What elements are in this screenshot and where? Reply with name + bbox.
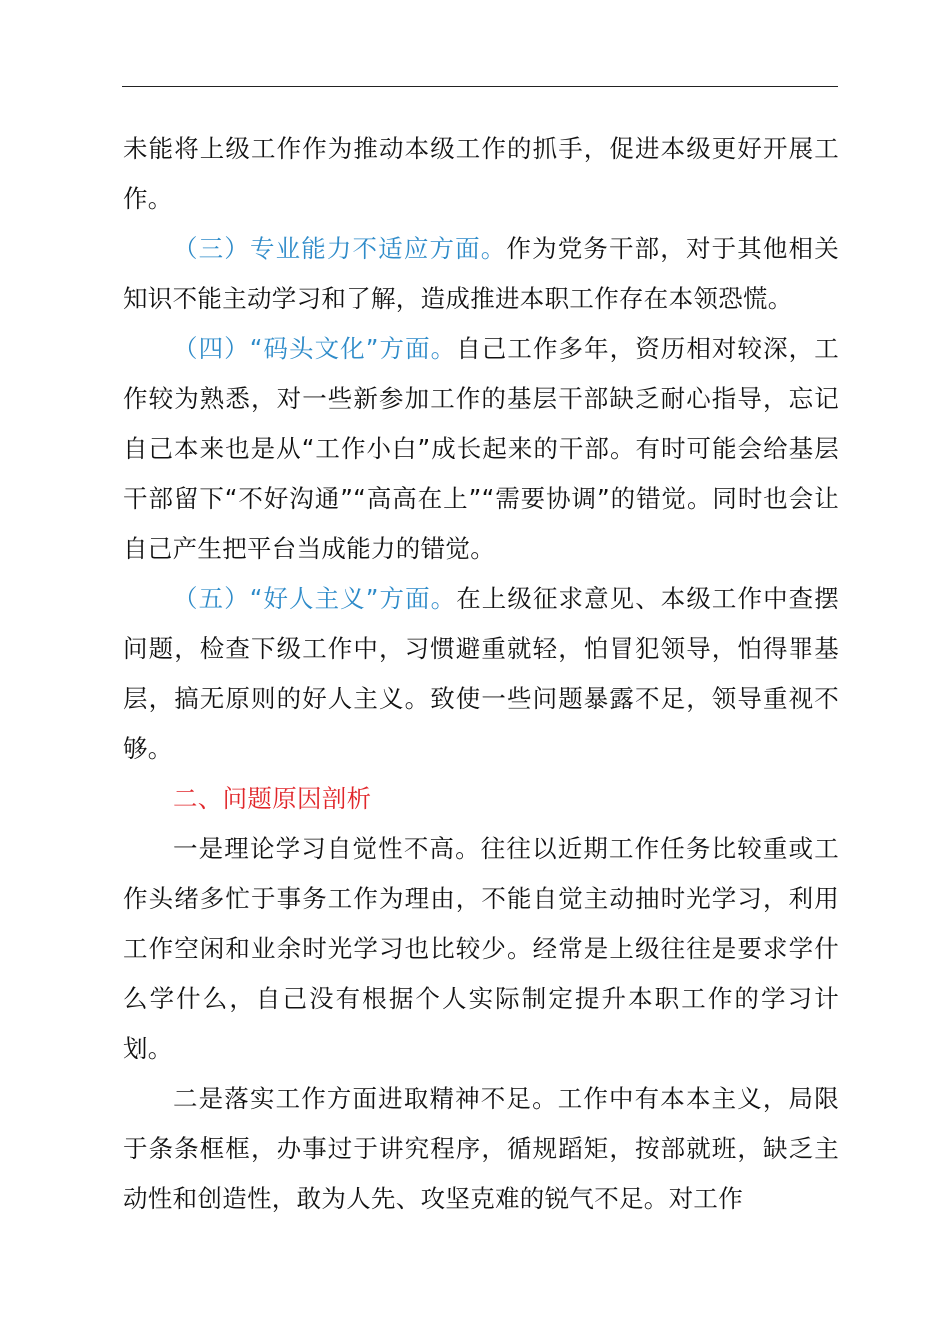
- paragraph-dock-culture: [123, 324, 839, 574]
- paragraph-text: 二是落实工作方面进取精神不足。工作中有本本主义，局限于条条框框，办事过于讲究程序，循规蹈矩，按部就班，缺乏主动性和创造性，敢为人先、攻坚克难的锐气不足。对工作: [123, 1084, 839, 1213]
- paragraph-text: 未能将上级工作作为推动本级工作的抓手，促进本级更好开展工作。: [123, 134, 839, 213]
- paragraph-text: 在上级征求意见、本级工作中查摆问题，检查下级工作中，习惯避重就轻，怕冒犯领导，怕得罪基层，搞无原则的好人主义。致使一些问题暴露不足，领导重视不够。: [123, 584, 840, 763]
- paragraph-good-person: [123, 574, 839, 774]
- paragraph-theory-study: [123, 824, 839, 1074]
- section-title-cause-analysis: 二、问题原因剖析: [173, 784, 372, 813]
- subheading-dock-culture: （四）“码头文化”方面。: [173, 334, 457, 363]
- paragraph-professional-ability: [123, 224, 839, 324]
- paragraph-continuation: [123, 124, 839, 224]
- paragraph-text: 作为党务干部，对于其他相关知识不能主动学习和了解，造成推进本职工作存在本领恐慌。: [123, 234, 839, 313]
- subheading-good-person: （五）“好人主义”方面。: [173, 584, 457, 613]
- paragraph-text: 一是理论学习自觉性不高。往往以近期工作任务比较重或工作头绪多忙于事务工作为理由，不能自觉主动抽时光学习，利用工作空闲和业余时光学习也比较少。经常是上级往往是要求学什么学什么，自己没有根据个人实际制定提升本职工作的学习计划。: [123, 834, 839, 1063]
- subheading-professional-ability: （三）专业能力不适应方面。: [173, 234, 507, 263]
- header-rule: [122, 86, 838, 87]
- document-body: [123, 124, 839, 1224]
- paragraph-text: 自己工作多年，资历相对较深，工作较为熟悉，对一些新参加工作的基层干部缺乏耐心指导，忘记自己本来也是从“工作小白”成长起来的干部。有时可能会给基层干部留下“不好沟通”“高高在上”“需要协调”的错觉。同时也会让自己产生把平台当成能力的错觉。: [123, 334, 840, 563]
- paragraph-work-spirit: [123, 1074, 839, 1224]
